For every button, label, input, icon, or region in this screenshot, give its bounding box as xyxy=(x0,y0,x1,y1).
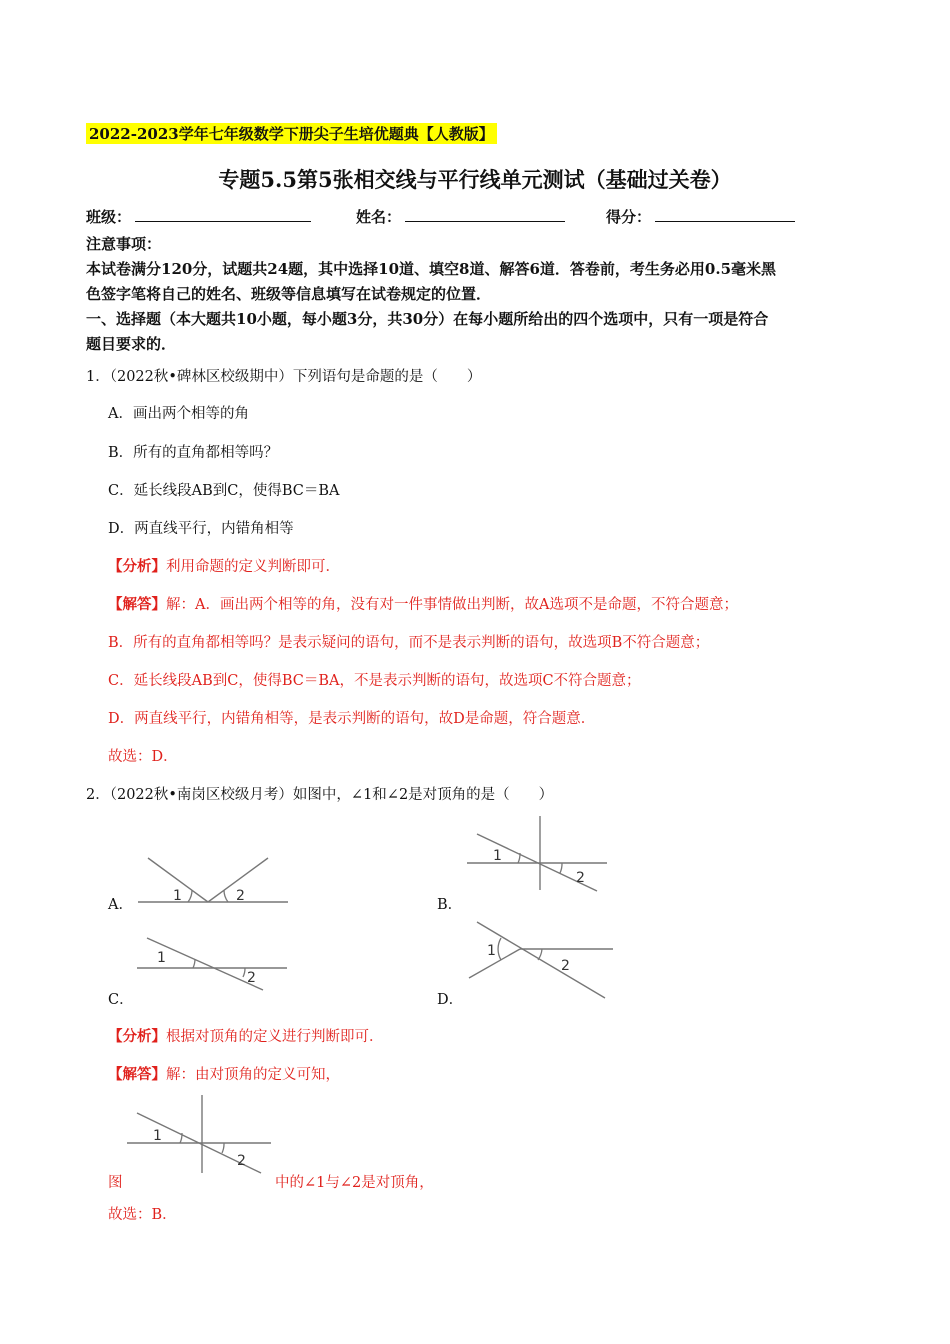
class-label: 班级： xyxy=(86,208,132,226)
q1-option-a: A．画出两个相等的角 xyxy=(108,406,249,422)
q2-label-d: D． xyxy=(437,992,464,1008)
fig-d-arc-1 xyxy=(498,938,501,960)
q2-analysis xyxy=(108,1025,384,1046)
class-blank xyxy=(135,205,311,222)
q2-analysis-tag: 【分析】 xyxy=(108,1028,166,1045)
fig-d-label-2: 2 xyxy=(561,958,570,974)
answer-fig-label-1: 1 xyxy=(153,1128,162,1144)
q2-figure-suffix: 中的∠1与∠2是对顶角， xyxy=(275,1175,434,1191)
q2-figure-b xyxy=(465,812,610,892)
q1-analysis-text: 利用命题的定义判断即可． xyxy=(166,559,340,575)
q1-option-c: C．延长线段AB到C，使得BC＝BA xyxy=(108,483,340,499)
score-field xyxy=(606,205,795,227)
fig-c-arc-2 xyxy=(243,968,245,977)
fig-c-label-1: 1 xyxy=(157,950,166,966)
q2-answer-figure xyxy=(125,1093,273,1175)
q1-answer-tag: 【解答】 xyxy=(108,596,166,613)
header-tag: 2022-2023学年七年级数学下册尖子生培优题典【人教版】 xyxy=(86,123,497,144)
q2-answer xyxy=(108,1063,340,1084)
fig-b-label-2: 2 xyxy=(576,870,585,886)
fig-a-label-2: 2 xyxy=(236,888,245,904)
notes-heading: 注意事项： xyxy=(86,235,162,253)
q2-conclusion: 故选：B． xyxy=(108,1207,177,1223)
section1-line-1: 一、选择题（本大题共10小题，每小题3分，共30分）在每小题所给出的四个选项中，只有一项是符合 xyxy=(86,310,769,328)
fig-a-arc-1 xyxy=(188,890,192,902)
q1-answer-d: D．两直线平行，内错角相等，是表示判断的语句，故D是命题，符合题意． xyxy=(108,711,596,727)
q1-option-d: D．两直线平行，内错角相等 xyxy=(108,521,294,537)
fig-c-label-2: 2 xyxy=(247,970,256,986)
q2-figure-a xyxy=(130,850,295,910)
fig-b-label-1: 1 xyxy=(493,848,502,864)
name-field xyxy=(356,205,565,227)
q2-label-c: C． xyxy=(108,992,134,1008)
q2-answer-tag: 【解答】 xyxy=(108,1066,166,1083)
page-title: 专题5.5第5张相交线与平行线单元测试（基础过关卷） xyxy=(218,167,732,192)
fig-d-label-1: 1 xyxy=(487,943,496,959)
score-blank xyxy=(655,205,795,222)
fig-a-arc-2 xyxy=(224,890,228,902)
notes-line-1: 本试卷满分120分，试题共24题，其中选择10道、填空8道、解答6道．答卷前，考生务必用0.5毫米黑 xyxy=(86,260,777,278)
q1-answer-a-text: 解：A．画出两个相等的角，没有对一件事情做出判断，故A选项不是命题，不符合题意； xyxy=(166,597,738,613)
fig-b-arc-2 xyxy=(560,863,562,873)
q1-analysis xyxy=(108,555,340,576)
q2-analysis-text: 根据对顶角的定义进行判断即可． xyxy=(166,1029,384,1045)
q1-answer-a xyxy=(108,593,738,614)
section1-line-2: 题目要求的． xyxy=(86,335,177,353)
q1-analysis-tag: 【分析】 xyxy=(108,558,166,575)
score-label: 得分： xyxy=(606,208,652,226)
q1-answer-b: B．所有的直角都相等吗？是表示疑问的语句，而不是表示判断的语句，故选项B不符合题意； xyxy=(108,635,710,651)
q2-label-a: A． xyxy=(108,897,133,913)
class-field xyxy=(86,205,311,227)
q2-figure-d xyxy=(465,918,615,1003)
q1-answer-c: C．延长线段AB到C，使得BC＝BA，不是表示判断的语句，故选项C不符合题意； xyxy=(108,673,641,689)
q1-stem: 1．（2022秋•碑林区校级期中）下列语句是命题的是（ ） xyxy=(86,369,482,385)
name-label: 姓名： xyxy=(356,208,402,226)
q2-figure-c xyxy=(135,932,290,992)
q2-figure-prefix: 图 xyxy=(108,1175,123,1191)
fig-c-arc-1 xyxy=(193,959,195,968)
fig-a-label-1: 1 xyxy=(173,888,182,904)
q2-label-b: B． xyxy=(437,897,463,913)
fig-d-arc-2 xyxy=(538,949,542,960)
q2-stem: 2．（2022秋•南岗区校级月考）如图中，∠1和∠2是对顶角的是（ ） xyxy=(86,787,554,803)
fig-d-diagonal xyxy=(477,922,605,998)
q2-answer-text: 解：由对顶角的定义可知， xyxy=(166,1067,340,1083)
notes-line-2: 色签字笔将自己的姓名、班级等信息填写在试卷规定的位置． xyxy=(86,285,492,303)
q1-option-b: B．所有的直角都相等吗？ xyxy=(108,445,279,461)
name-blank xyxy=(405,205,565,222)
answer-fig-arc-2 xyxy=(222,1143,224,1153)
q1-conclusion: 故选：D． xyxy=(108,749,178,765)
answer-fig-label-2: 2 xyxy=(237,1153,246,1169)
